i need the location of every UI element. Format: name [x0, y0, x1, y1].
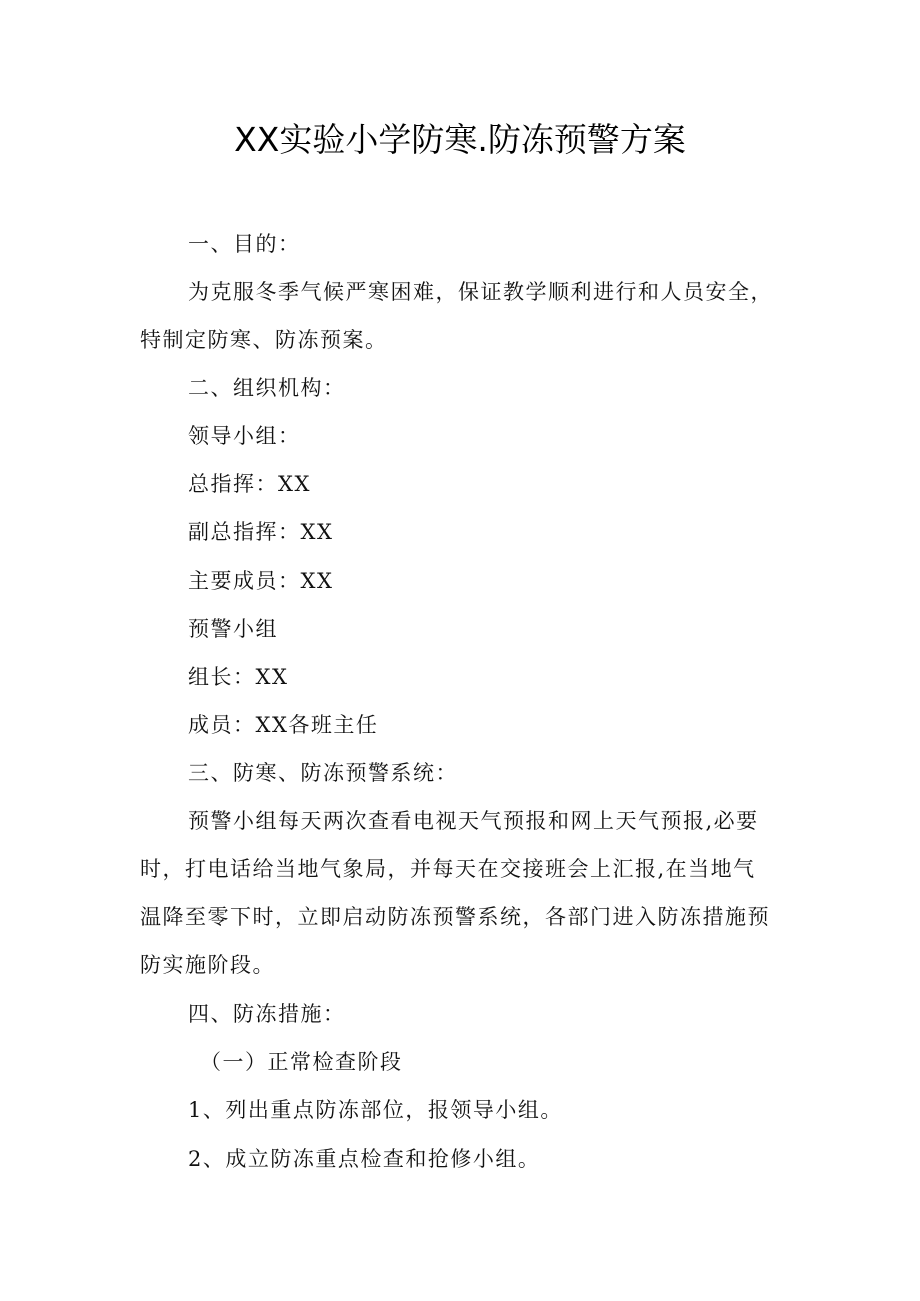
paragraph-line: 为克服冬季气候严寒困难，保证教学顺利进行和人员安全， — [188, 280, 773, 304]
list-item: 主要成员：XX — [188, 569, 334, 593]
paragraph-line: 时，打电话给当地气象局，并每天在交接班会上汇报,在当地气 — [140, 857, 756, 881]
section-heading-measures: 四、防冻措施： — [188, 1002, 346, 1026]
list-item: 总指挥：XX — [188, 472, 311, 496]
list-item: 预警小组 — [188, 617, 278, 641]
section-heading-organization: 二、组织机构： — [188, 376, 346, 400]
paragraph-line: 防实施阶段。 — [140, 953, 275, 977]
list-item: 副总指挥：XX — [188, 520, 334, 544]
list-item: 领导小组： — [188, 424, 301, 448]
section-heading-purpose: 一、目的： — [188, 232, 301, 256]
list-item: 成员：XX各班主任 — [188, 713, 379, 737]
paragraph-line: 预警小组每天两次查看电视天气预报和网上天气预报,必要 — [188, 809, 759, 833]
document-title: XX实验小学防寒.防冻预警方案 — [234, 120, 686, 159]
subsection-heading: （一）正常检查阶段 — [200, 1050, 403, 1074]
paragraph-line: 特制定防寒、防冻预案。 — [140, 328, 388, 352]
list-item: 组长：XX — [188, 665, 289, 689]
section-heading-warning-system: 三、防寒、防冻预警系统： — [188, 761, 458, 785]
list-item: 1、列出重点防冻部位，报领导小组。 — [188, 1098, 563, 1122]
paragraph-line: 温降至零下时，立即启动防冻预警系统，各部门进入防冻措施预 — [140, 905, 770, 929]
list-item: 2、成立防冻重点检查和抢修小组。 — [188, 1147, 541, 1171]
